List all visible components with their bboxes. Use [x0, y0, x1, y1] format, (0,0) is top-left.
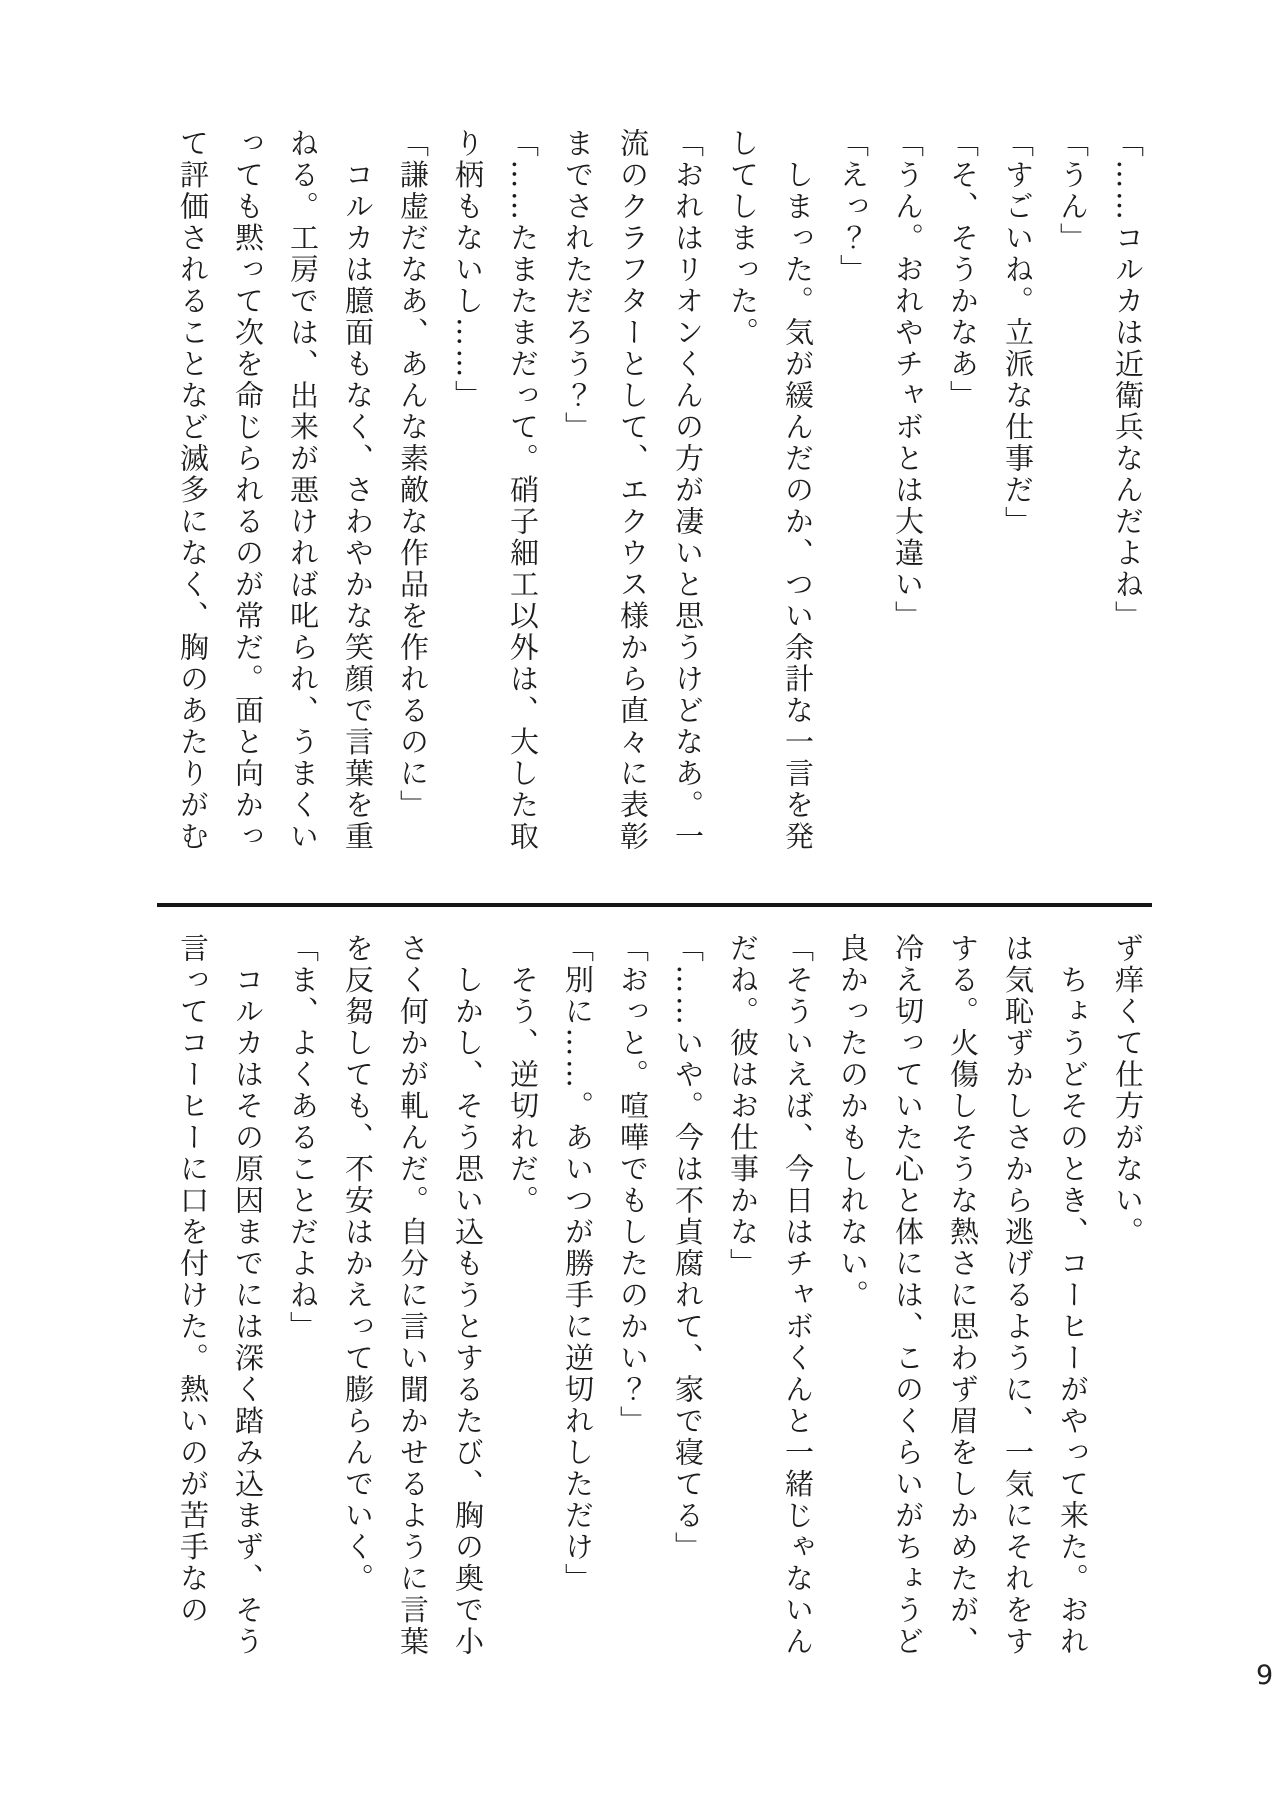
- text-column: ちょうどそのとき、コーヒーがやって来た。おれ: [1056, 933, 1090, 1658]
- text-column: は気恥ずかしさから逃げるように、一気にそれをす: [1001, 933, 1035, 1658]
- text-column: する。火傷しそうな熱さに思わず眉をしかめたが、: [946, 933, 980, 1658]
- text-column: ねる。工房では、出来が悪ければ叱られ、うまくい: [286, 128, 320, 853]
- section-divider: [157, 903, 1152, 907]
- text-column: しまった。気が緩んだのか、つい余計な一言を発: [781, 128, 815, 853]
- text-column: り柄もないし……」: [451, 128, 485, 412]
- text-column: 「すごいね。立派な仕事だ」: [1001, 128, 1035, 538]
- text-column: 「別に……。あいつが勝手に逆切れしただけ」: [561, 933, 595, 1595]
- text-column: 「うん」: [1056, 128, 1090, 254]
- text-column: 「……いや。今は不貞腐れて、家で寝てる」: [671, 933, 705, 1563]
- text-column: 良かったのかもしれない。: [836, 933, 870, 1311]
- text-column: 「うん。おれやチャボとは大違い」: [891, 128, 925, 632]
- text-column: 「謙虚だなあ、あんな素敵な作品を作れるのに」: [396, 128, 430, 821]
- text-column: 「おれはリオンくんの方が凄いと思うけどなあ。一: [671, 128, 705, 853]
- text-column: 言ってコーヒーに口を付けた。熱いのが苦手なの: [176, 933, 210, 1626]
- text-column: 「えっ？」: [836, 128, 870, 286]
- text-column: 「……たまたまだって。硝子細工以外は、大した取: [506, 128, 540, 853]
- text-column: だね。彼はお仕事かな」: [726, 933, 760, 1280]
- text-column: 「そういえば、今日はチャボくんと一緒じゃないん: [781, 933, 815, 1658]
- text-column: 流のクラフターとして、エクウス様から直々に表彰: [616, 128, 650, 853]
- text-column: 冷え切っていた心と体には、このくらいがちょうど: [891, 933, 925, 1658]
- top-text-block: [160, 128, 1155, 862]
- text-column: を反芻しても、不安はかえって膨らんでいく。: [341, 933, 375, 1595]
- text-column: 「ま、よくあることだよね」: [286, 933, 320, 1343]
- bottom-text-block: [160, 933, 1155, 1667]
- page-number: 9: [1256, 1660, 1274, 1691]
- text-column: そう、逆切れだ。: [506, 933, 540, 1217]
- text-column: っても黙って次を命じられるのが常だ。面と向かっ: [231, 128, 265, 853]
- text-column: までされただろう？」: [561, 128, 595, 443]
- text-column: さく何かが軋んだ。自分に言い聞かせるように言葉: [396, 933, 430, 1658]
- text-column: て評価されることなど滅多になく、胸のあたりがむ: [176, 128, 210, 853]
- text-column: ず痒くて仕方がない。: [1111, 933, 1145, 1248]
- text-column: してしまった。: [726, 128, 760, 349]
- text-column: コルカは臆面もなく、さわやかな笑顔で言葉を重: [341, 128, 375, 853]
- text-column: 「おっと。喧嘩でもしたのかい？」: [616, 933, 650, 1437]
- text-column: 「そ、そうかなあ」: [946, 128, 980, 412]
- text-column: しかし、そう思い込もうとするたび、胸の奥で小: [451, 933, 485, 1658]
- text-column: コルカはその原因までには深く踏み込まず、そう: [231, 933, 265, 1658]
- text-column: 「……コルカは近衛兵なんだよね」: [1111, 128, 1145, 632]
